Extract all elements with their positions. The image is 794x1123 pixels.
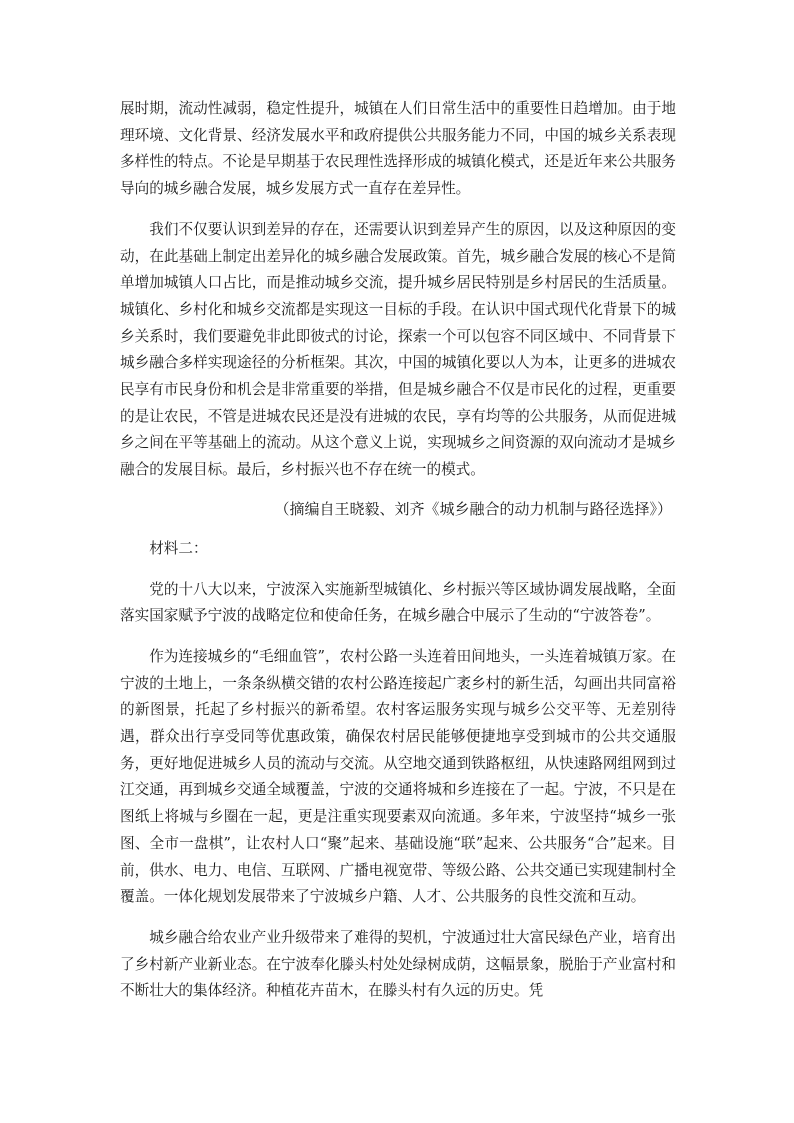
material2-paragraph-1: 党的十八大以来，宁波深入实施新型城镇化、乡村振兴等区域协调发展战略，全面落实国家赋予宁波的战略定位和使命任务，在城乡融合中展示了生动的“宁波答卷”。 bbox=[120, 580, 676, 625]
material1-source-citation: （摘编自王晓毅、刘齐《城乡融合的动力机制与路径选择》） bbox=[274, 499, 672, 518]
material1-paragraph-2: 我们不仅要认识到差异的存在，还需要认识到差异产生的原因，以及这种原因的变动，在此基础上制定出差异化的城乡融合发展政策。首先，城乡融合发展的核心不是简单增加城镇人口占比，而是推动城乡交流，提升城乡居民特别是乡村居民的生活质量。城镇化、乡村化和城乡交流都是实现这一目标的手段。在认识中国式现代化背景下的城乡关系时，我们要避免非此即彼式的讨论，探索一个可以包容不同区域中、不同背景下城乡融合多样实现途径的分析框架。其次，中国的城镇化要以人为本，让更多的进城农民享有市民身份和机会是非常重要的举措，但是城乡融合不仅是市民化的过程，更重要的是让农民，不管是进城农民还是没有进城的农民，享有均等的公共服务，从而促进城乡之间在平等基础上的流动。从这个意义上说，实现城乡之间资源的双向流动才是城乡融合的发展目标。最后，乡村振兴也不存在统一的模式。 bbox=[120, 220, 676, 479]
material1-paragraph-1: 展时期，流动性减弱，稳定性提升，城镇在人们日常生活中的重要性日趋增加。由于地理环境、文化背景、经济发展水平和政府提供公共服务能力不同，中国的城乡关系表现多样性的特点。不论是早期基于农民理性选择形成的城镇化模式，还是近年来公共服务导向的城乡融合发展，城乡发展方式一直存在差异性。 bbox=[120, 100, 676, 198]
material2-paragraph-2: 作为连接城乡的“毛细血管”，农村公路一头连着田间地头，一头连着城镇万家。在宁波的土地上，一条条纵横交错的农村公路连接起广袤乡村的新生活，勾画出共同富裕的新图景，托起了乡村振兴的新希望。农村客运服务实现与城乡公交平等、无差别待遇，群众出行享受同等优惠政策，确保农村居民能够便捷地享受到城市的公共交通服务，更好地促进城乡人员的流动与交流。从空地交通到铁路枢纽，从快速路网组网到过江交通，再到城乡交通全域覆盖，宁波的交通将城和乡连接在了一起。宁波，不只是在图纸上将城与乡圈在一起，更是注重实现要素双向流通。多年来，宁波坚持“城乡一张图、全市一盘棋”，让农村人口“聚”起来、基础设施“联”起来、公共服务“合”起来。目前，供水、电力、电信、互联网、广播电视宽带、等级公路、公共交通已实现建制村全覆盖。一体化规划发展带来了宁波城乡户籍、人才、公共服务的良性交流和互动。 bbox=[120, 647, 676, 906]
material2-paragraph-3: 城乡融合给农业产业升级带来了难得的契机，宁波通过壮大富民绿色产业，培育出了乡村新产业新业态。在宁波奉化滕头村处处绿树成荫，这幅景象，脱胎于产业富村和不断壮大的集体经济。种植花卉苗木，在滕头村有久远的历史。凭 bbox=[120, 928, 676, 1000]
document-page bbox=[120, 96, 676, 1005]
material2-heading: 材料二： bbox=[149, 539, 208, 557]
